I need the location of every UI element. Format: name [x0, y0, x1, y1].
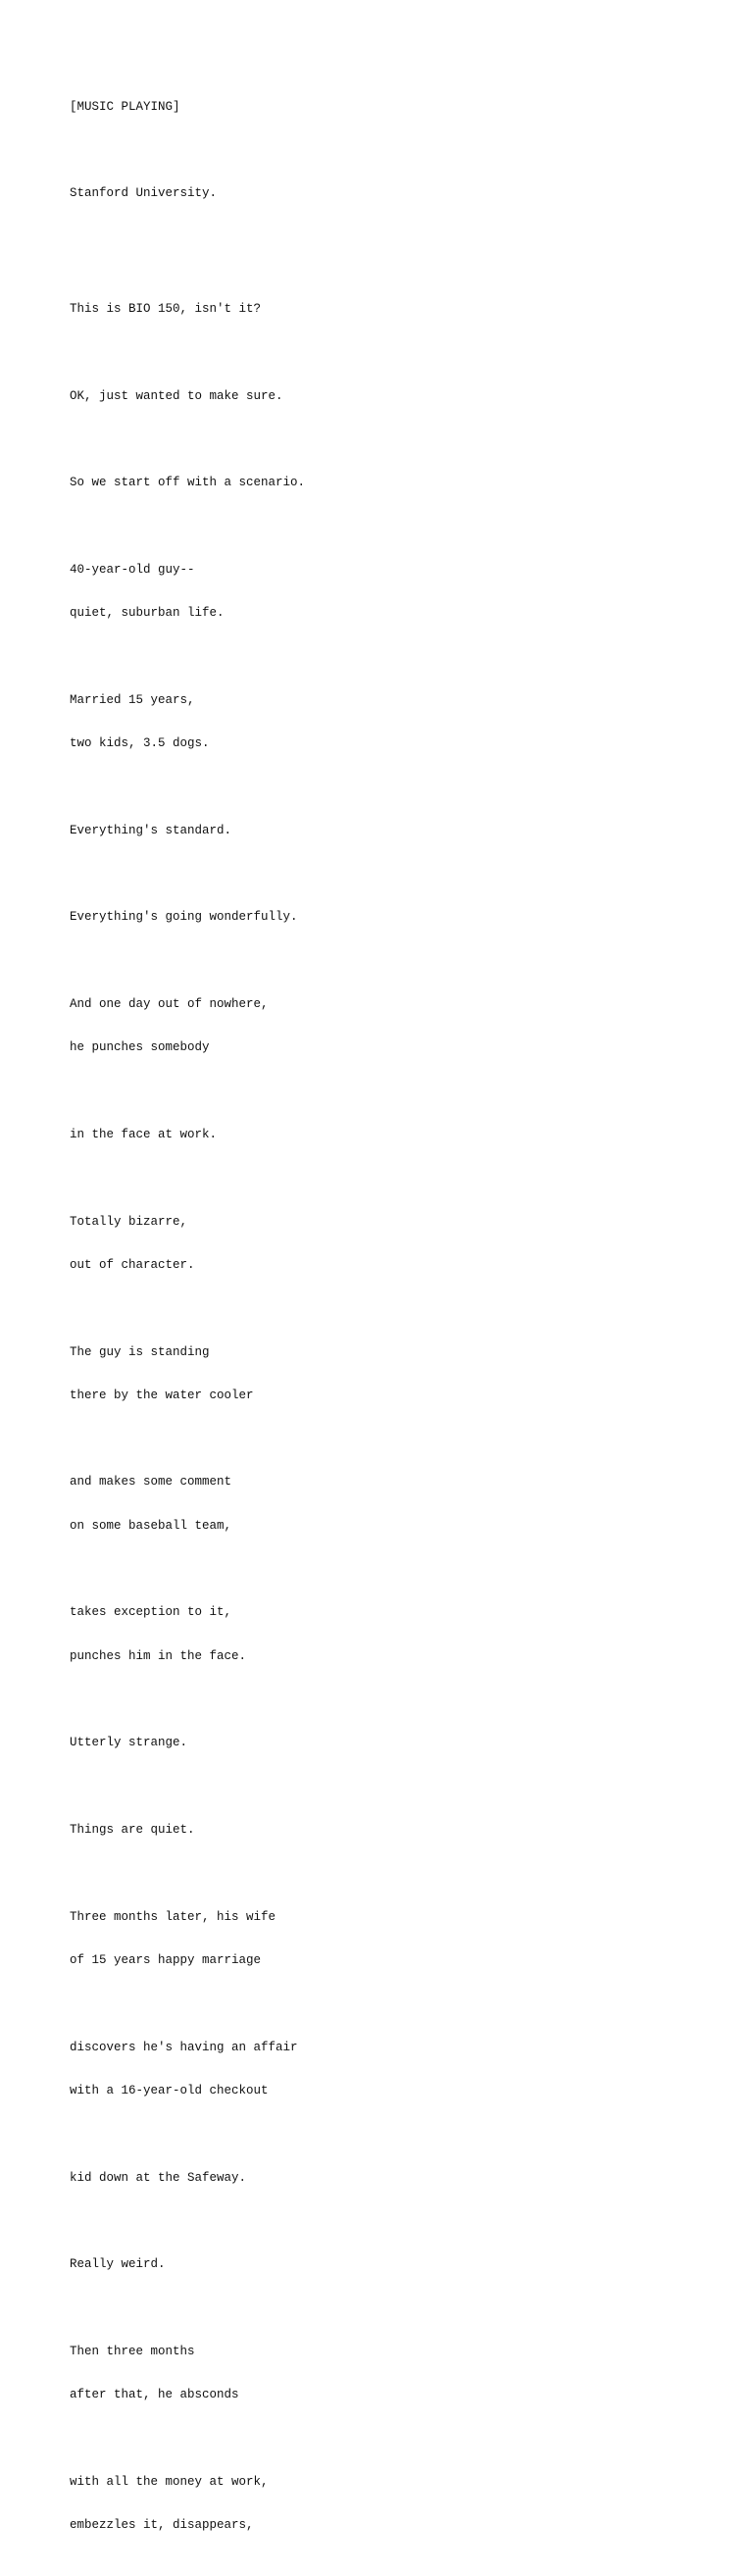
transcript-line: OK, just wanted to make sure. — [70, 388, 283, 403]
transcript-paragraph — [70, 1577, 717, 1692]
transcript-paragraph — [70, 158, 717, 230]
transcript-paragraph — [70, 1793, 717, 1866]
transcript-paragraph — [70, 71, 717, 143]
transcript-line: Stanford University. — [70, 186, 218, 201]
transcript-paragraph — [70, 2446, 717, 2561]
transcript-paragraph — [70, 664, 717, 780]
transcript-line: Married 15 years, — [70, 692, 195, 707]
transcript-line: punches him in the face. — [70, 1648, 247, 1663]
transcript-paragraph — [70, 274, 717, 346]
transcript-line: This is BIO 150, isn't it? — [70, 302, 262, 317]
transcript-line: after that, he absconds — [70, 2388, 239, 2402]
transcript-paragraph — [70, 1707, 717, 1780]
transcript-line: Everything's going wonderfully. — [70, 910, 298, 925]
transcript-line: on some baseball team, — [70, 1518, 232, 1533]
transcript-line: and makes some comment — [70, 1475, 232, 1490]
transcript-line: kid down at the Safeway. — [70, 2170, 247, 2185]
transcript-paragraph — [70, 360, 717, 432]
transcript-paragraph — [70, 2315, 717, 2431]
transcript-line: Utterly strange. — [70, 1736, 188, 1750]
transcript-line: [MUSIC PLAYING] — [70, 99, 180, 114]
transcript-paragraph — [70, 2011, 717, 2127]
transcript-line: 40-year-old guy-- — [70, 562, 195, 577]
transcript-paragraph — [70, 1881, 717, 1996]
transcript-line: Really weird. — [70, 2257, 166, 2272]
transcript-line: Everything's standard. — [70, 823, 232, 837]
transcript-line: in the face at work. — [70, 1127, 218, 1141]
transcript-line: of 15 years happy marriage — [70, 1952, 262, 1967]
transcript-line: Then three months — [70, 2344, 195, 2358]
transcript-line: with all the money at work, — [70, 2474, 269, 2489]
transcript-line: embezzles it, disappears, — [70, 2518, 254, 2533]
transcript-line: there by the water cooler — [70, 1388, 254, 1402]
transcript-page — [70, 71, 717, 2576]
transcript-line: with a 16-year-old checkout — [70, 2083, 269, 2097]
transcript-line: he punches somebody — [70, 1040, 210, 1055]
transcript-paragraph — [70, 2228, 717, 2300]
transcript-paragraph — [70, 794, 717, 867]
transcript-line: quiet, suburban life. — [70, 606, 225, 621]
transcript-paragraph — [70, 1186, 717, 1301]
transcript-line: out of character. — [70, 1257, 195, 1272]
transcript-paragraph — [70, 1316, 717, 1432]
transcript-paragraph — [70, 447, 717, 520]
transcript-paragraph — [70, 1446, 717, 1562]
transcript-line: takes exception to it, — [70, 1605, 232, 1620]
transcript-line: Totally bizarre, — [70, 1214, 188, 1229]
transcript-line: Three months later, his wife — [70, 1909, 276, 1924]
transcript-paragraph — [70, 882, 717, 954]
transcript-paragraph — [70, 2142, 717, 2214]
transcript-line: Things are quiet. — [70, 1822, 195, 1837]
transcript-paragraph — [70, 968, 717, 1084]
transcript-paragraph — [70, 1098, 717, 1171]
transcript-line: So we start off with a scenario. — [70, 476, 306, 490]
transcript-line: discovers he's having an affair — [70, 2040, 298, 2054]
transcript-line: The guy is standing — [70, 1344, 210, 1359]
transcript-line: two kids, 3.5 dogs. — [70, 736, 210, 751]
transcript-line: And one day out of nowhere, — [70, 996, 269, 1011]
transcript-paragraph — [70, 533, 717, 649]
